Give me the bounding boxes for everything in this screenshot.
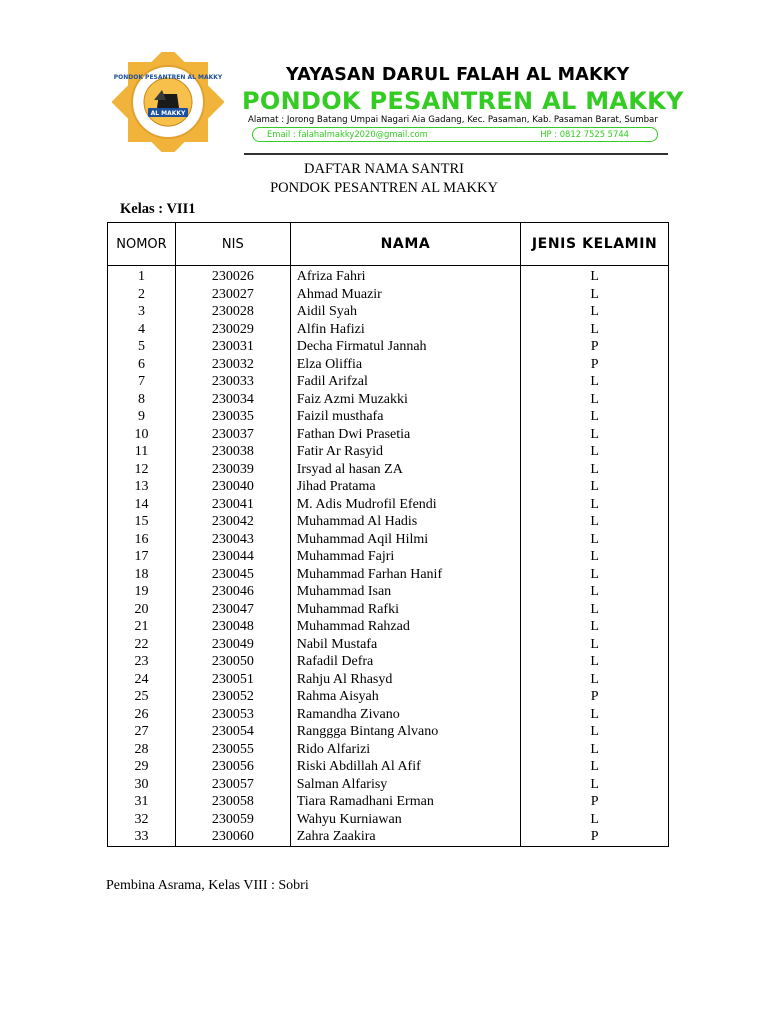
row-nis: 230054 — [175, 723, 290, 741]
row-number: 6 — [108, 356, 176, 374]
row-name: Jihad Pratama — [290, 478, 521, 496]
row-nis: 230029 — [175, 321, 290, 339]
table-row — [108, 478, 669, 496]
row-number: 17 — [108, 548, 176, 566]
row-name: Ahmad Muazir — [290, 286, 521, 304]
row-name: Salman Alfarisy — [290, 776, 521, 794]
row-number: 5 — [108, 338, 176, 356]
table-row — [108, 321, 669, 339]
row-gender: L — [521, 566, 669, 584]
row-name: Fadil Arifzal — [290, 373, 521, 391]
row-gender: L — [521, 636, 669, 654]
row-gender: L — [521, 618, 669, 636]
email-text: Email : falahalmakky2020@gmail.com — [267, 129, 428, 139]
table-row — [108, 373, 669, 391]
row-number: 16 — [108, 531, 176, 549]
table-row — [108, 266, 669, 286]
row-number: 15 — [108, 513, 176, 531]
row-gender: L — [521, 776, 669, 794]
row-nis: 230027 — [175, 286, 290, 304]
row-gender: L — [521, 373, 669, 391]
row-nis: 230041 — [175, 496, 290, 514]
row-nis: 230047 — [175, 601, 290, 619]
school-address: Alamat : Jorong Batang Umpai Nagari Aia Gadang, Kec. Pasaman, Kab. Pasaman Barat, Sumbar — [248, 115, 658, 125]
row-number: 22 — [108, 636, 176, 654]
row-gender: L — [521, 286, 669, 304]
row-gender: L — [521, 303, 669, 321]
row-gender: L — [521, 741, 669, 759]
row-name: Muhammad Isan — [290, 583, 521, 601]
row-nis: 230033 — [175, 373, 290, 391]
row-gender: L — [521, 653, 669, 671]
row-nis: 230051 — [175, 671, 290, 689]
row-number: 33 — [108, 828, 176, 846]
row-number: 13 — [108, 478, 176, 496]
logo-ring-text: PONDOK PESANTREN AL MAKKY — [113, 74, 223, 81]
row-number: 21 — [108, 618, 176, 636]
row-name: Wahyu Kurniawan — [290, 811, 521, 829]
row-gender: L — [521, 408, 669, 426]
header-nis: NIS — [175, 223, 290, 266]
row-nis: 230056 — [175, 758, 290, 776]
row-name: Muhammad Rafki — [290, 601, 521, 619]
table-row — [108, 583, 669, 601]
row-number: 24 — [108, 671, 176, 689]
row-number: 20 — [108, 601, 176, 619]
row-nis: 230043 — [175, 531, 290, 549]
row-name: Alfin Hafizi — [290, 321, 521, 339]
row-number: 9 — [108, 408, 176, 426]
row-nis: 230055 — [175, 741, 290, 759]
row-number: 26 — [108, 706, 176, 724]
table-row — [108, 741, 669, 759]
row-name: Rahma Aisyah — [290, 688, 521, 706]
footer-note: Pembina Asrama, Kelas VIII : Sobri — [106, 878, 309, 893]
header-gender: JENIS KELAMIN — [521, 223, 669, 266]
row-nis: 230028 — [175, 303, 290, 321]
row-name: Ramandha Zivano — [290, 706, 521, 724]
student-table — [107, 222, 669, 847]
row-number: 4 — [108, 321, 176, 339]
row-nis: 230037 — [175, 426, 290, 444]
row-name: Muhammad Rahzad — [290, 618, 521, 636]
table-row — [108, 566, 669, 584]
row-number: 1 — [108, 266, 176, 286]
row-gender: P — [521, 793, 669, 811]
table-row — [108, 391, 669, 409]
row-number: 7 — [108, 373, 176, 391]
row-nis: 230040 — [175, 478, 290, 496]
row-name: M. Adis Mudrofil Efendi — [290, 496, 521, 514]
table-row — [108, 513, 669, 531]
school-name: PONDOK PESANTREN AL MAKKY — [242, 87, 684, 115]
row-gender: L — [521, 478, 669, 496]
row-name: Muhammad Fajri — [290, 548, 521, 566]
row-gender: P — [521, 338, 669, 356]
table-row — [108, 758, 669, 776]
table-body — [108, 266, 669, 847]
row-gender: L — [521, 461, 669, 479]
row-number: 31 — [108, 793, 176, 811]
row-nis: 230050 — [175, 653, 290, 671]
row-nis: 230038 — [175, 443, 290, 461]
table-row — [108, 723, 669, 741]
row-number: 2 — [108, 286, 176, 304]
row-name: Afriza Fahri — [290, 266, 521, 286]
row-gender: P — [521, 828, 669, 846]
row-name: Rafadil Defra — [290, 653, 521, 671]
row-nis: 230032 — [175, 356, 290, 374]
row-name: Rahju Al Rhasyd — [290, 671, 521, 689]
row-nis: 230039 — [175, 461, 290, 479]
row-name: Irsyad al hasan ZA — [290, 461, 521, 479]
row-name: Rido Alfarizi — [290, 741, 521, 759]
phone-text: HP : 0812 7525 5744 — [540, 129, 629, 139]
table-row — [108, 356, 669, 374]
contact-bar — [252, 127, 658, 142]
row-gender: L — [521, 321, 669, 339]
table-row — [108, 653, 669, 671]
organization-name: YAYASAN DARUL FALAH AL MAKKY — [286, 65, 630, 85]
row-number: 19 — [108, 583, 176, 601]
letterhead-divider — [244, 153, 668, 155]
table-row — [108, 618, 669, 636]
row-gender: L — [521, 496, 669, 514]
row-number: 32 — [108, 811, 176, 829]
row-nis: 230045 — [175, 566, 290, 584]
row-gender: L — [521, 723, 669, 741]
logo-banner-text: AL MAKKY — [150, 110, 186, 117]
row-gender: L — [521, 706, 669, 724]
row-name: Elza Oliffia — [290, 356, 521, 374]
row-name: Muhammad Al Hadis — [290, 513, 521, 531]
row-nis: 230053 — [175, 706, 290, 724]
row-number: 11 — [108, 443, 176, 461]
row-number: 25 — [108, 688, 176, 706]
header-number: NOMOR — [108, 223, 176, 266]
table-row — [108, 636, 669, 654]
row-gender: L — [521, 266, 669, 286]
row-number: 12 — [108, 461, 176, 479]
document-title: DAFTAR NAMA SANTRI — [304, 161, 464, 177]
row-name: Nabil Mustafa — [290, 636, 521, 654]
table-row — [108, 706, 669, 724]
table-row — [108, 828, 669, 846]
table-row — [108, 688, 669, 706]
table-row — [108, 811, 669, 829]
row-name: Decha Firmatul Jannah — [290, 338, 521, 356]
row-gender: L — [521, 426, 669, 444]
school-logo-icon — [112, 52, 224, 152]
table-row — [108, 793, 669, 811]
row-gender: P — [521, 356, 669, 374]
row-gender: L — [521, 811, 669, 829]
row-gender: L — [521, 583, 669, 601]
row-nis: 230060 — [175, 828, 290, 846]
row-nis: 230048 — [175, 618, 290, 636]
document-subtitle: PONDOK PESANTREN AL MAKKY — [270, 180, 498, 196]
table-row — [108, 548, 669, 566]
row-gender: L — [521, 671, 669, 689]
row-nis: 230035 — [175, 408, 290, 426]
row-number: 29 — [108, 758, 176, 776]
row-name: Faizil musthafa — [290, 408, 521, 426]
letterhead — [112, 52, 684, 156]
row-number: 23 — [108, 653, 176, 671]
row-name: Muhammad Farhan Hanif — [290, 566, 521, 584]
class-label: Kelas : VII1 — [120, 201, 196, 217]
row-name: Faiz Azmi Muzakki — [290, 391, 521, 409]
row-number: 10 — [108, 426, 176, 444]
row-nis: 230052 — [175, 688, 290, 706]
row-nis: 230031 — [175, 338, 290, 356]
row-gender: P — [521, 688, 669, 706]
table-row — [108, 338, 669, 356]
table-row — [108, 408, 669, 426]
row-nis: 230046 — [175, 583, 290, 601]
table-row — [108, 303, 669, 321]
row-nis: 230049 — [175, 636, 290, 654]
header-name: NAMA — [290, 223, 521, 266]
row-gender: L — [521, 513, 669, 531]
row-gender: L — [521, 601, 669, 619]
row-name: Tiara Ramadhani Erman — [290, 793, 521, 811]
table-row — [108, 601, 669, 619]
row-nis: 230042 — [175, 513, 290, 531]
row-number: 30 — [108, 776, 176, 794]
row-number: 3 — [108, 303, 176, 321]
row-number: 27 — [108, 723, 176, 741]
row-name: Ranggga Bintang Alvano — [290, 723, 521, 741]
row-number: 8 — [108, 391, 176, 409]
table-row — [108, 496, 669, 514]
row-name: Riski Abdillah Al Afif — [290, 758, 521, 776]
row-nis: 230059 — [175, 811, 290, 829]
row-nis: 230044 — [175, 548, 290, 566]
row-nis: 230058 — [175, 793, 290, 811]
row-gender: L — [521, 531, 669, 549]
table-row — [108, 461, 669, 479]
row-name: Muhammad Aqil Hilmi — [290, 531, 521, 549]
row-number: 18 — [108, 566, 176, 584]
row-gender: L — [521, 548, 669, 566]
row-name: Fathan Dwi Prasetia — [290, 426, 521, 444]
row-nis: 230057 — [175, 776, 290, 794]
row-gender: L — [521, 758, 669, 776]
table-row — [108, 426, 669, 444]
table-header-row — [108, 223, 669, 266]
row-name: Zahra Zaakira — [290, 828, 521, 846]
table-row — [108, 531, 669, 549]
row-gender: L — [521, 443, 669, 461]
table-row — [108, 286, 669, 304]
row-number: 14 — [108, 496, 176, 514]
row-name: Aidil Syah — [290, 303, 521, 321]
row-nis: 230026 — [175, 266, 290, 286]
row-number: 28 — [108, 741, 176, 759]
row-nis: 230034 — [175, 391, 290, 409]
table-row — [108, 671, 669, 689]
row-gender: L — [521, 391, 669, 409]
table-row — [108, 776, 669, 794]
row-name: Fatir Ar Rasyid — [290, 443, 521, 461]
table-row — [108, 443, 669, 461]
